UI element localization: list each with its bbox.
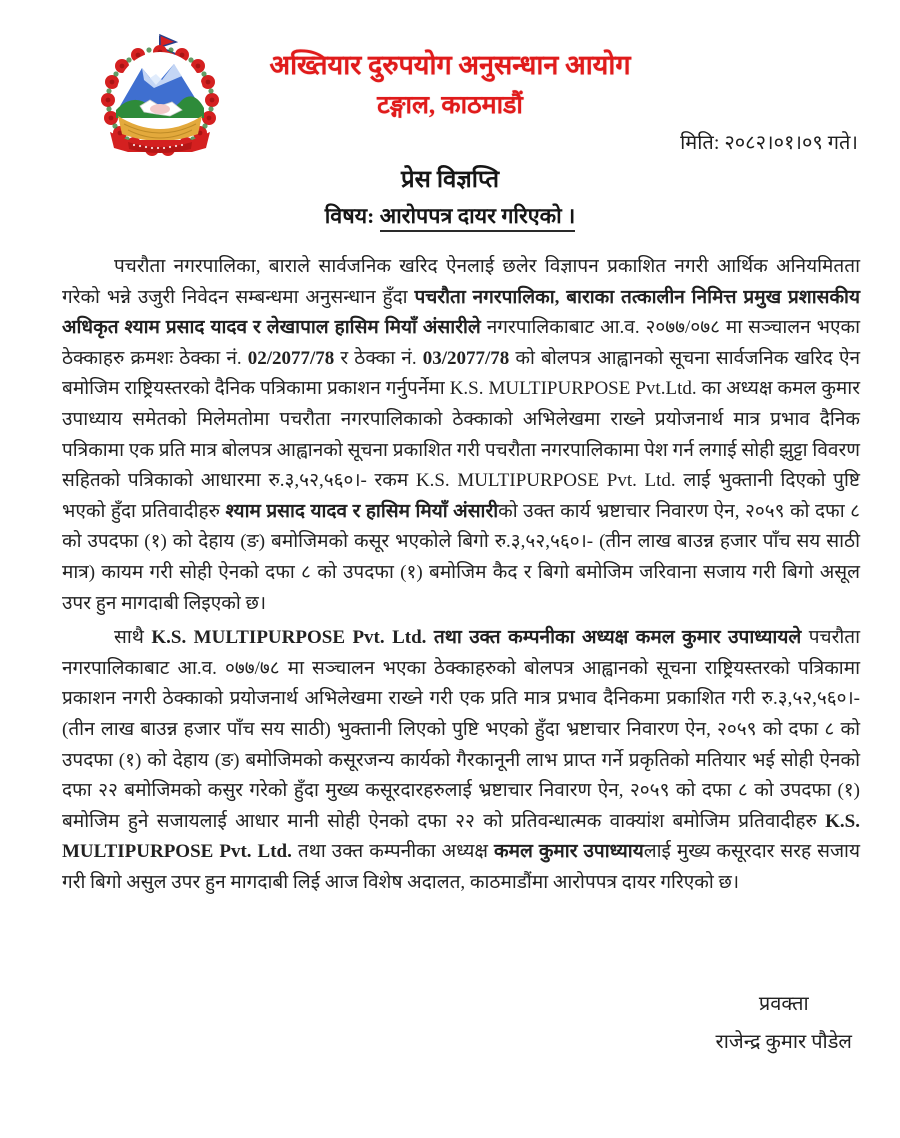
nepal-government-emblem-logo bbox=[98, 30, 222, 170]
press-release-body bbox=[62, 252, 860, 902]
signatory-name: राजेन्द्र कुमार पौडेल bbox=[715, 1031, 852, 1053]
signatory-designation: प्रवक्ता bbox=[758, 993, 809, 1015]
emblem-graphic bbox=[98, 30, 222, 170]
subject-line bbox=[0, 201, 900, 230]
press-release-paragraph-1: पचरौता नगरपालिका, बाराले सार्वजनिक खरिद ऐनलाई छलेर विज्ञापन प्रकाशित नगरी आर्थिक अनियमितता गरेको भन्ने उजुरी निवेदन सम्बन्धमा अनुसन्धान हुँदा पचरौता नगरपालिका, बाराका तत्कालीन निमित्त प्रमुख प्रशासकीय अधिकृत श्याम प्रसाद यादव र लेखापाल हासिम मियाँ अंसारीले नगरपालिकाबाट आ.व. २०७७/०७८ मा सञ्चालन भएका ठेक्काहरु क्रमशः ठेक्का नं. 02/2077/78 र ठेक्का नं. 03/2077/78 को बोलपत्र आह्वानको सूचना सार्वजनिक खरिद ऐन बमोजिम राष्ट्रियस्तरको दैनिक पत्रिकामा प्रकाशन गर्नुपर्नेमा K.S. MULTIPURPOSE Pvt.Ltd. का अध्यक्ष कमल कुमार उपाध्याय समेतको मिलेमतोमा पचरौता नगरपालिकाको ठेक्काको अभिलेखमा राख्ने प्रयोजनार्थ मात्र प्रभाव दैनिक पत्रिकामा एक प्रति मात्र बोलपत्र आह्वानको सूचना प्रकाशित गरी पचरौता नगरपालिकामा पेश गर्न लगाई सोही झुट्टा विवरण सहितको पत्रिकाको आधारमा रु.३,५२,५६०।- रकम K.S. MULTIPURPOSE Pvt. Ltd. लाई भुक्तानी दिएको पुष्टि भएको हुँदा प्रतिवादीहरु श्याम प्रसाद यादव र हासिम मियाँ अंसारीको उक्त कार्य भ्रष्टाचार निवारण ऐन, २०५९ को दफा ८ को उपदफा (१) को देहाय (ङ) बमोजिमको कसूर भएकोले बिगो रु.३,५२,५६०।- (तीन लाख बाउन्न हजार पाँच सय साठी मात्र) कायम गरी सोही ऐनको दफा ८ को उपदफा (१) बमोजिम कैद र बिगो बमोजिम जरिवाना सजाय गरी बिगो असूल उपर हुन मागदाबी लिइएको छ। bbox=[62, 256, 861, 614]
press-release-paragraph-2: साथै K.S. MULTIPURPOSE Pvt. Ltd. तथा उक्त कम्पनीका अध्यक्ष कमल कुमार उपाध्यायले पचरौता नगरपालिकाबाट आ.व. ०७७/७८ मा सञ्चालन भएका ठेक्काहरुको बोलपत्र आह्वानको सूचना राष्ट्रियस्तरको पत्रिकामा प्रकाशन नगरी ठेक्काको प्रयोजनार्थ अभिलेखमा राख्ने गरी एक प्रति मात्र प्रभाव दैनिकमा प्रकाशित गरी रु.३,५२,५६०।- (तीन लाख बाउन्न हजार पाँच सय साठी) भुक्तानी लिएको पुष्टि भएको हुँदा भ्रष्टाचार निवारण ऐन, २०५९ को दफा ८ को उपदफा (१) को देहाय (ङ) बमोजिमको कसूरजन्य कार्यको गैरकानूनी लाभ प्राप्त गर्ने प्रकृतिको मतियार भई सोही ऐनको दफा २२ बमोजिमको कसुर गरेको हुँदा मुख्य कसूरदारहरुलाई भ्रष्टाचार निवारण ऐन, २०५९ को दफा ८ को उपदफा (१) बमोजिम हुने सजायलाई आधार मानी सोही ऐनको दफा २२ को प्रतिवन्धात्मक वाक्यांश बमोजिम प्रतिवादीहरु K.S. MULTIPURPOSE Pvt. Ltd. तथा उक्त कम्पनीका अध्यक्ष कमल कुमार उपाध्यायलाई मुख्य कसूरदार सरह सजाय गरी बिगो असुल उपर हुन मागदाबी लिई आज विशेष अदालत, काठमाडौंमा आरोपपत्र दायर गरिएको छ। bbox=[62, 627, 861, 893]
subject-text: आरोपपत्र दायर गरिएको । bbox=[380, 204, 576, 232]
press-release-title: प्रेस विज्ञप्ति bbox=[400, 167, 500, 193]
subject-label: विषय: bbox=[324, 204, 380, 228]
date-line: मिति: २०८२।०१।०९ गते। bbox=[680, 132, 858, 154]
org-address: टङ्गाल, काठमाडौं bbox=[377, 92, 523, 119]
signature-block bbox=[716, 985, 852, 1061]
org-name: अख्तियार दुरुपयोग अनुसन्धान आयोग bbox=[269, 50, 631, 80]
